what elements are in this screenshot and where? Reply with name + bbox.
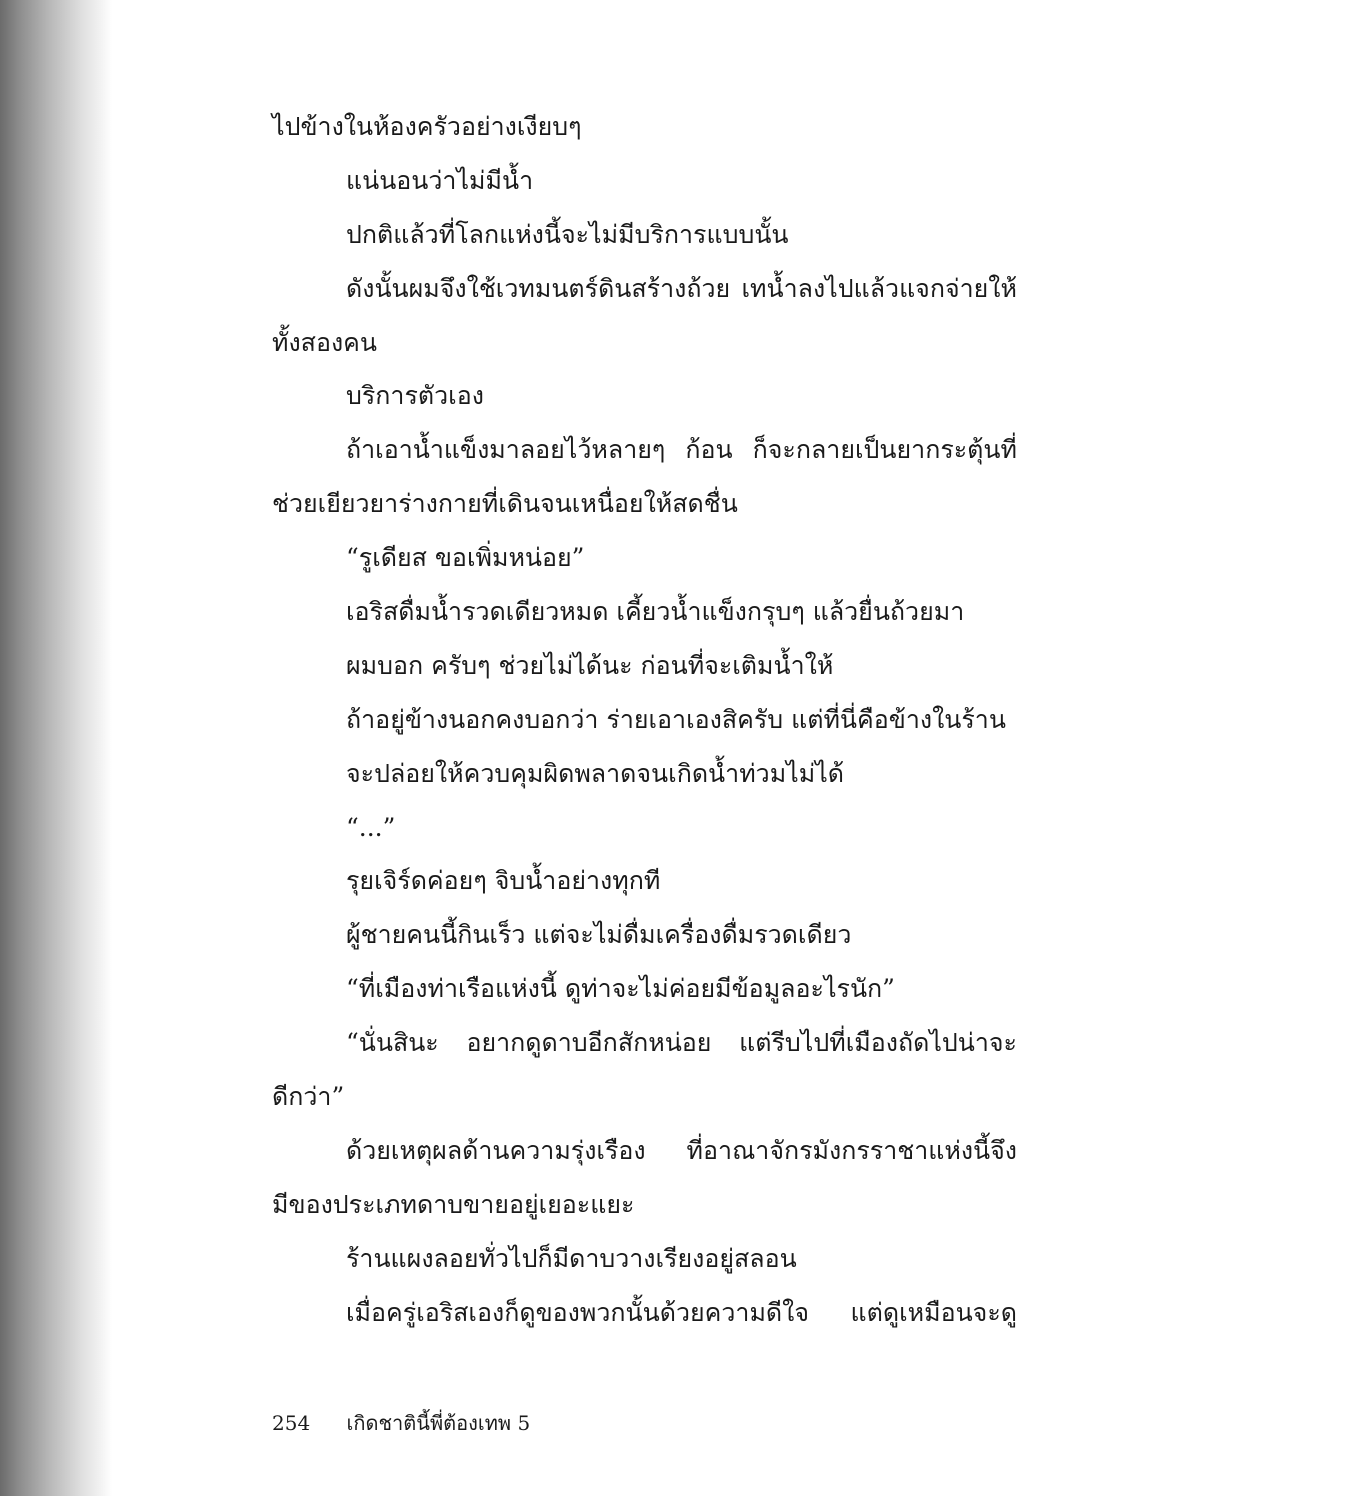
text-line: ถ้าเอาน้ำแข็งมาลอยไว้หลายๆ ก้อน ก็จะกลายเป็นยากระตุ้นที่ <box>346 435 1017 465</box>
text-line: ถ้าอยู่ข้างนอกคงบอกว่า ร่ายเอาเองสิครับ แต่ที่นี่คือข้างในร้าน <box>346 704 1006 734</box>
running-title: เกิดชาตินี้พี่ต้องเทพ 5 <box>346 1411 531 1435</box>
text-line: “รูเดียส ขอเพิ่มหน่อย” <box>346 543 585 573</box>
text-line: แน่นอนว่าไม่มีน้ำ <box>346 165 534 195</box>
text-line: ช่วยเยียวยาร่างกายที่เดินจนเหนื่อยให้สดชื่น <box>272 489 738 519</box>
text-line: ผมบอก ครับๆ ช่วยไม่ได้นะ ก่อนที่จะเติมน้ำให้ <box>346 650 834 680</box>
text-line: ทั้งสองคน <box>272 327 377 357</box>
text-line: รุยเจิร์ดค่อยๆ จิบน้ำอย่างทุกที <box>346 866 661 896</box>
text-line: “ที่เมืองท่าเรือแห่งนี้ ดูท่าจะไม่ค่อยมีข้อมูลอะไรนัก” <box>346 974 895 1004</box>
text-line: ดีกว่า” <box>272 1082 345 1112</box>
text-line: ไปข้างในห้องครัวอย่างเงียบๆ <box>272 112 582 141</box>
text-line: บริการตัวเอง <box>346 381 484 411</box>
page-gutter-shadow <box>0 0 112 1496</box>
text-line: ร้านแผงลอยทั่วไปก็มีดาบวางเรียงอยู่สลอน <box>346 1243 797 1273</box>
text-line: “...” <box>346 812 396 842</box>
page-footer <box>272 1405 530 1441</box>
page-number: 254 <box>272 1411 311 1435</box>
text-line: ดังนั้นผมจึงใช้เวทมนตร์ดินสร้างถ้วย เทน้ำลงไปแล้วแจกจ่ายให้ <box>346 273 1017 303</box>
text-line: ด้วยเหตุผลด้านความรุ่งเรือง ที่อาณาจักรมังกรราชาแห่งนี้จึง <box>346 1135 1017 1165</box>
text-line: “นั่นสินะ อยากดูดาบอีกสักหน่อย แต่รีบไปที่เมืองถัดไปน่าจะ <box>346 1028 1017 1058</box>
text-line: มีของประเภทดาบขายอยู่เยอะแยะ <box>272 1189 635 1219</box>
text-line: ปกติแล้วที่โลกแห่งนี้จะไม่มีบริการแบบนั้น <box>346 219 789 249</box>
text-line: ผู้ชายคนนี้กินเร็ว แต่จะไม่ดื่มเครื่องดื่มรวดเดียว <box>346 920 852 950</box>
text-line: จะปล่อยให้ควบคุมผิดพลาดจนเกิดน้ำท่วมไม่ได้ <box>346 758 845 788</box>
body-text <box>272 100 1017 1339</box>
text-line: เมื่อครู่เอริสเองก็ดูของพวกนั้นด้วยความดีใจ แต่ดูเหมือนจะดู <box>346 1297 1017 1327</box>
text-line: เอริสดื่มน้ำรวดเดียวหมด เคี้ยวน้ำแข็งกรุบๆ แล้วยื่นถ้วยมา <box>346 597 965 627</box>
